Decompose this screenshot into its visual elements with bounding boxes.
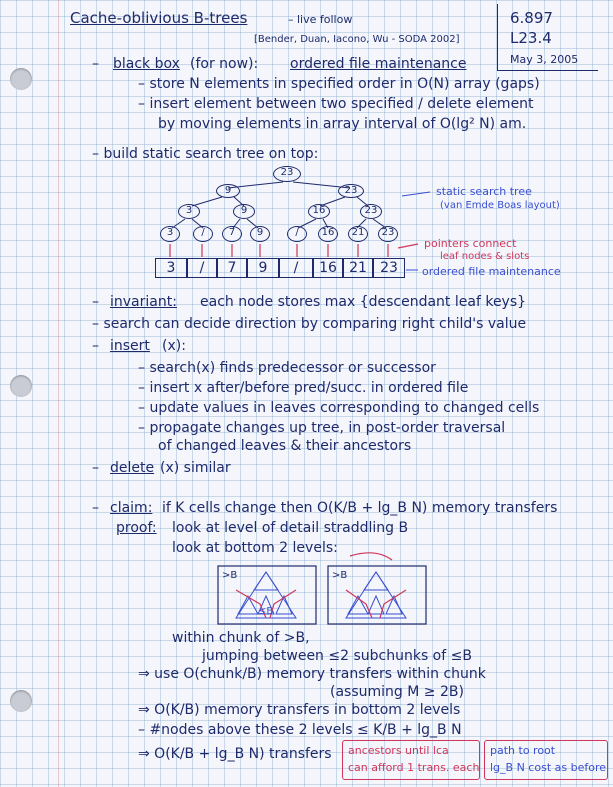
claim-label: claim: — [110, 500, 153, 516]
search-line: – search can decide direction by comparing right child's value — [92, 316, 527, 332]
tree-leaf-node: 23 — [378, 226, 398, 242]
path-note: lg_B N cost as before — [490, 761, 606, 774]
tree-node: 3 — [178, 204, 200, 219]
insert-step: – propagate changes up tree, in post-order traversal — [138, 420, 506, 436]
insert-bullet: – — [92, 338, 99, 354]
tree-note: static search tree — [436, 185, 532, 198]
tree-leaf-node: 3 — [160, 226, 180, 242]
conclusion-line: – #nodes above these 2 levels ≤ K/B + lg_B N — [138, 722, 462, 738]
proof-label: proof: — [116, 520, 157, 536]
margin-line — [58, 0, 59, 787]
insert-step: – update values in leaves corresponding to changed cells — [138, 400, 540, 416]
insert-step: – insert x after/before pred/succ. in ordered file — [138, 380, 469, 396]
title-note: – live follow — [288, 13, 353, 26]
array-cell: / — [187, 258, 217, 278]
conclusion-note: (assuming M ≥ 2B) — [330, 684, 464, 700]
delete-bullet: – — [92, 460, 99, 476]
static-tree-heading: – build static search tree on top: — [92, 146, 319, 162]
array-cell: 23 — [373, 258, 405, 278]
ancestors-note: can afford 1 trans. each — [348, 761, 480, 774]
tree-leaf-node: 21 — [348, 226, 368, 242]
invariant-bullet: – — [92, 294, 99, 310]
ofm-note: ordered file maintenance — [422, 265, 561, 278]
array-cell: 9 — [247, 258, 279, 278]
black-box-label: black box — [113, 56, 180, 72]
lecture-date: May 3, 2005 — [510, 53, 579, 66]
array-cell: 3 — [155, 258, 187, 278]
pointers-note-sub: leaf nodes & slots — [440, 251, 530, 262]
insert-arg: (x): — [162, 338, 186, 354]
tree-note-sub: (van Emde Boas layout) — [440, 200, 560, 211]
path-note: path to root — [490, 744, 556, 757]
binder-hole — [10, 375, 32, 397]
chunk-line: jumping between ≤2 subchunks of ≤B — [202, 648, 472, 664]
tree-node: 23 — [360, 204, 382, 219]
tree-leaf-node: 9 — [250, 226, 270, 242]
proof-line: look at level of detail straddling B — [172, 520, 409, 536]
tree-node: 9 — [216, 184, 240, 198]
conclusion-line: ⇒ O(K/B + lg_B N) transfers — [138, 746, 332, 762]
figure-label-left: >B — [222, 570, 238, 581]
black-box-item: – insert element between two specified / delete element — [138, 96, 534, 112]
black-box-item: by moving elements in array interval of O(lg² N) am. — [158, 116, 527, 132]
page-title: Cache-oblivious B-trees — [70, 9, 248, 27]
insert-step: of changed leaves & their ancestors — [158, 438, 412, 454]
tree-leaf-node: 16 — [318, 226, 338, 242]
insert-label: insert — [110, 338, 150, 354]
invariant-label: invariant: — [110, 294, 177, 310]
array-cell: 21 — [343, 258, 373, 278]
tree-leaf-node: 7 — [222, 226, 242, 242]
tree-node: 16 — [308, 204, 330, 219]
tree-node: 9 — [233, 204, 255, 219]
array-cell: 7 — [217, 258, 247, 278]
tree-leaf-node: / — [193, 226, 213, 242]
ancestors-note: ancestors until lca — [348, 744, 449, 757]
delete-text: (x) similar — [160, 460, 231, 476]
tree-node-root: 23 — [273, 166, 301, 182]
figure-cell-label: ≤B — [258, 606, 274, 617]
binder-hole — [10, 68, 32, 90]
conclusion-line: ⇒ use O(chunk/B) memory transfers within chunk — [138, 666, 486, 682]
tree-node: 23 — [338, 184, 364, 198]
black-box-title: ordered file maintenance — [290, 56, 467, 72]
binder-hole — [10, 690, 32, 712]
proof-line: look at bottom 2 levels: — [172, 540, 338, 556]
tree-leaf-node: / — [287, 226, 307, 242]
citation: [Bender, Duan, Iacono, Wu - SODA 2002] — [254, 34, 460, 45]
delete-label: delete — [110, 460, 155, 476]
course-number: 6.897 — [510, 9, 553, 27]
figure-label-right: >B — [332, 570, 348, 581]
invariant-text: each node stores max {descendant leaf keys} — [200, 294, 527, 310]
black-box-bullet: – — [92, 56, 99, 72]
claim-text: if K cells change then O(K/B + lg_B N) memory transfers — [162, 500, 558, 516]
claim-bullet: – — [92, 500, 99, 516]
black-box-item: – store N elements in specified order in O(N) array (gaps) — [138, 76, 540, 92]
array-cell: / — [279, 258, 313, 278]
conclusion-line: ⇒ O(K/B) memory transfers in bottom 2 levels — [138, 702, 461, 718]
chunk-line: within chunk of >B, — [172, 630, 310, 646]
pointers-note: pointers connect — [424, 237, 517, 250]
insert-step: – search(x) finds predecessor or successor — [138, 360, 436, 376]
black-box-qualifier: (for now): — [190, 56, 259, 72]
array-cell: 16 — [313, 258, 343, 278]
lecture-number: L23.4 — [510, 29, 552, 47]
